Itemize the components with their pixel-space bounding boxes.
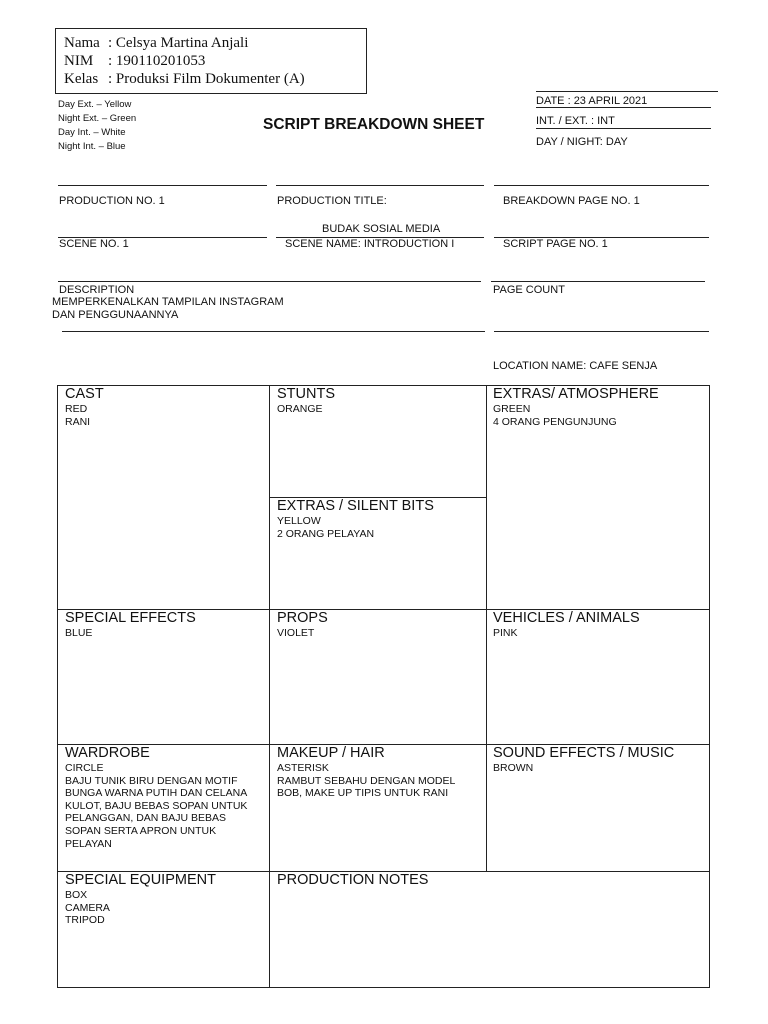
production-notes-cell — [277, 872, 428, 889]
special-effects-item: BLUE — [65, 627, 93, 639]
student-name-value: : Celsya Martina Anjali — [108, 35, 249, 51]
sound-item: BROWN — [493, 762, 534, 774]
props-title: PROPS — [277, 610, 328, 626]
production-no: PRODUCTION NO. 1 — [59, 195, 165, 207]
cast-item: RANI — [65, 415, 91, 428]
stunts-title: STUNTS — [277, 386, 335, 402]
date-underline — [536, 107, 711, 108]
makeup-cell — [277, 745, 455, 800]
production-title-value: BUDAK SOSIAL MEDIA — [322, 223, 441, 235]
description-label: DESCRIPTION — [59, 284, 135, 296]
student-info-box — [55, 28, 367, 94]
student-name-row — [64, 34, 358, 52]
page-count-bottom-rule — [494, 331, 709, 332]
wardrobe-item: BAJU TUNIK BIRU DENGAN MOTIF — [65, 774, 238, 787]
wardrobe-title: WARDROBE — [65, 745, 150, 761]
makeup-title: MAKEUP / HAIR — [277, 745, 385, 761]
page-count-label: PAGE COUNT — [493, 284, 565, 296]
legend-item: Night Int. – Blue — [58, 141, 126, 152]
wardrobe-item: CIRCLE — [65, 762, 104, 774]
sound-title: SOUND EFFECTS / MUSIC — [493, 745, 675, 761]
extras-silent-cell — [277, 498, 434, 540]
description-text — [52, 296, 284, 321]
special-equipment-title: SPECIAL EQUIPMENT — [65, 872, 216, 888]
vehicles-cell — [493, 610, 640, 640]
scene-name: SCENE NAME: INTRODUCTION I — [285, 238, 455, 250]
props-cell — [277, 610, 328, 640]
special-equipment-item: CAMERA — [65, 901, 110, 914]
special-equipment-item: TRIPOD — [65, 914, 105, 927]
student-nim-key: NIM — [64, 53, 94, 69]
cast-title: CAST — [65, 386, 104, 402]
extras-silent-item: 2 ORANG PELAYAN — [277, 527, 375, 540]
legend-item: Day Int. – White — [58, 127, 126, 138]
description-line: DAN PENGGUNAANNYA — [52, 308, 179, 321]
production-title-rule — [276, 185, 484, 186]
extras-silent-title: EXTRAS / SILENT BITS — [277, 498, 434, 514]
script-page-no: SCRIPT PAGE NO. 1 — [503, 238, 608, 250]
makeup-item: RAMBUT SEBAHU DENGAN MODEL — [277, 774, 456, 787]
grid-divider — [269, 386, 270, 871]
stunts-item: ORANGE — [277, 403, 323, 415]
breakdown-page-no: BREAKDOWN PAGE NO. 1 — [503, 195, 640, 207]
production-title-label: PRODUCTION TITLE: — [277, 195, 387, 207]
location-name: LOCATION NAME: CAFE SENJA — [493, 360, 658, 372]
color-legend — [58, 98, 136, 154]
breakdown-page-rule — [494, 185, 709, 186]
extras-atmosphere-title: EXTRAS/ ATMOSPHERE — [493, 386, 659, 402]
wardrobe-item: PELANGGAN, DAN BAJU BEBAS — [65, 812, 227, 825]
wardrobe-cell — [65, 745, 247, 850]
vehicles-title: VEHICLES / ANIMALS — [493, 610, 640, 626]
legend-item: Day Ext. – Yellow — [58, 99, 132, 110]
description-bottom-rule — [62, 331, 485, 332]
special-equipment-cell — [65, 872, 216, 927]
extras-atmosphere-item: GREEN — [493, 403, 531, 415]
special-effects-title: SPECIAL EFFECTS — [65, 610, 196, 626]
cast-cell — [65, 386, 104, 428]
int-ext-underline — [536, 128, 711, 129]
special-equipment-item: BOX — [65, 889, 88, 901]
date-field: DATE : 23 APRIL 2021 — [536, 95, 648, 107]
page-count-rule — [491, 281, 705, 282]
wardrobe-item: SOPAN SERTA APRON UNTUK — [65, 824, 217, 837]
description-line: MEMPERKENALKAN TAMPILAN INSTAGRAM — [52, 296, 284, 308]
production-no-rule — [58, 185, 267, 186]
production-notes-title: PRODUCTION NOTES — [277, 872, 429, 888]
sheet-title: SCRIPT BREAKDOWN SHEET — [263, 116, 485, 133]
day-night-field: DAY / NIGHT: DAY — [536, 136, 628, 148]
student-class-key: Kelas — [64, 71, 99, 87]
vehicles-item: PINK — [493, 627, 518, 639]
props-item: VIOLET — [277, 627, 315, 639]
grid-divider — [486, 386, 487, 871]
extras-atmosphere-item: 4 ORANG PENGUNJUNG — [493, 415, 617, 428]
grid-divider — [269, 871, 270, 988]
extras-silent-item: YELLOW — [277, 515, 321, 527]
wardrobe-item: KULOT, BAJU BEBAS SOPAN UNTUK — [65, 799, 248, 812]
cast-item: RED — [65, 403, 88, 415]
legend-item: Night Ext. – Green — [58, 113, 137, 124]
sound-cell — [493, 745, 674, 775]
student-class-row — [64, 70, 358, 88]
stunts-cell — [277, 386, 335, 416]
student-class-value: : Produksi Film Dokumenter (A) — [108, 71, 305, 87]
student-name-key: Nama — [64, 35, 100, 51]
makeup-item: ASTERISK — [277, 762, 329, 774]
makeup-item: BOB, MAKE UP TIPIS UNTUK RANI — [277, 787, 449, 800]
extras-atmosphere-cell — [493, 386, 659, 428]
student-nim-row — [64, 52, 358, 70]
wardrobe-item: BUNGA WARNA PUTIH DAN CELANA — [65, 787, 248, 800]
scene-no: SCENE NO. 1 — [59, 238, 129, 250]
description-rule — [58, 281, 481, 282]
int-ext-field: INT. / EXT. : INT — [536, 115, 615, 127]
wardrobe-item: PELAYAN — [65, 837, 112, 850]
student-nim-value: : 190110201053 — [108, 53, 206, 69]
header-top-rule — [536, 91, 718, 92]
special-effects-cell — [65, 610, 196, 640]
breakdown-grid — [57, 385, 710, 988]
